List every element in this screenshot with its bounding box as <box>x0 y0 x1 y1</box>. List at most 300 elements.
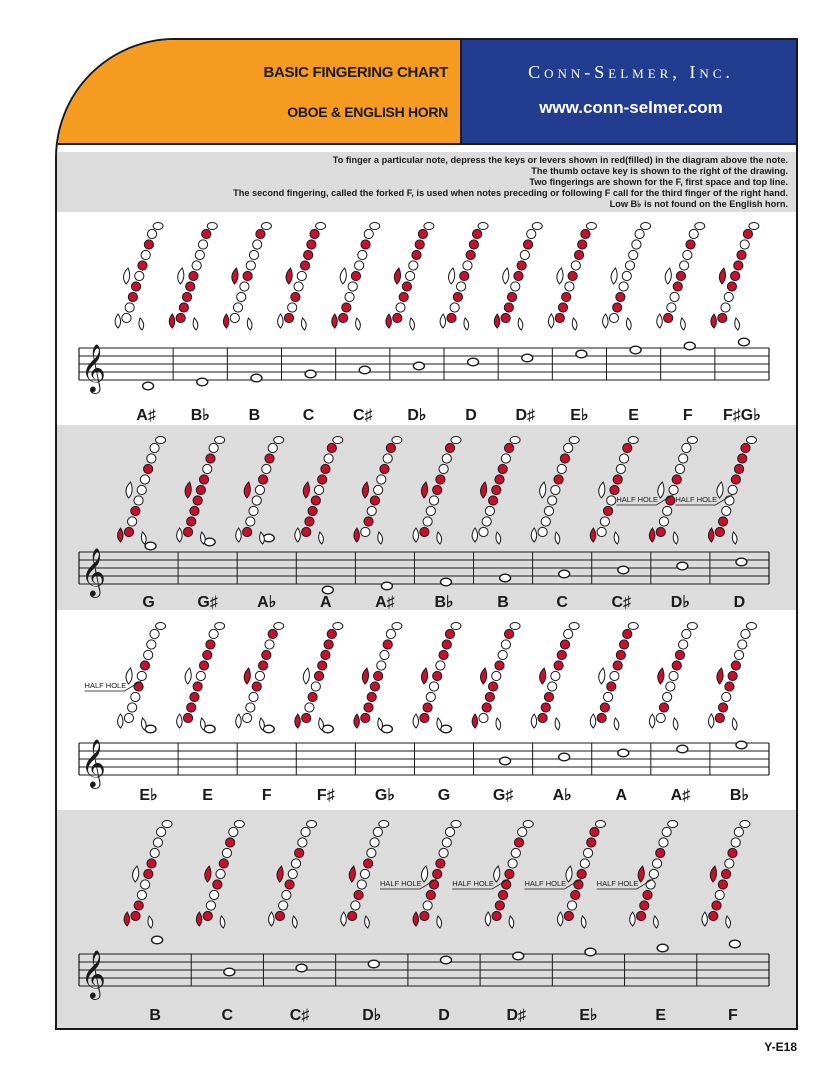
key-open <box>689 229 698 238</box>
key-pressed <box>361 713 370 722</box>
key-open <box>548 496 557 505</box>
side-lever <box>349 866 355 882</box>
key-pressed <box>728 848 737 857</box>
thumb-key <box>518 318 523 330</box>
key-pressed <box>728 671 737 680</box>
key-open <box>206 901 215 910</box>
octave-key <box>333 623 343 630</box>
side-lever <box>717 482 723 498</box>
key-open <box>740 240 749 249</box>
key-pressed <box>492 485 501 494</box>
note-label: A <box>320 594 332 611</box>
half-hole-label: HALF HOLE <box>380 879 422 888</box>
key-open <box>463 261 472 270</box>
key-pressed <box>268 629 277 638</box>
key-pressed <box>302 527 311 536</box>
key-pressed <box>314 671 323 680</box>
key-open <box>666 682 675 691</box>
fingering-chart-sheet <box>55 38 798 1030</box>
key-pressed <box>554 475 563 484</box>
note-label: A♯ <box>136 407 156 424</box>
note-label: D <box>438 1007 450 1024</box>
note-head <box>618 566 629 574</box>
pinky-key <box>708 714 714 728</box>
side-lever <box>421 482 427 498</box>
key-open <box>724 292 733 301</box>
key-open <box>124 713 133 722</box>
key-pressed <box>182 292 191 301</box>
octave-key <box>234 821 244 828</box>
key-open <box>249 692 258 701</box>
note-head <box>500 757 511 765</box>
key-pressed <box>370 496 379 505</box>
octave-key <box>628 623 638 630</box>
side-lever <box>232 268 238 284</box>
key-open <box>137 671 146 680</box>
note-label: A♯ <box>375 594 395 611</box>
pinky-key <box>386 314 392 328</box>
note-head <box>322 586 333 594</box>
key-open <box>380 650 389 659</box>
pinky-key <box>177 528 183 542</box>
octave-key <box>569 623 579 630</box>
note-label: C <box>302 407 315 424</box>
key-pressed <box>318 661 327 670</box>
half-hole-label: HALF HOLE <box>596 879 639 888</box>
key-pressed <box>574 880 583 889</box>
key-open <box>609 313 618 322</box>
key-pressed <box>731 475 740 484</box>
brand-name: Conn-Selmer, Inc. <box>528 62 734 82</box>
note-head <box>630 346 641 354</box>
key-open <box>567 901 576 910</box>
key-pressed <box>415 240 424 249</box>
side-lever <box>362 482 368 498</box>
key-open <box>565 282 574 291</box>
side-lever <box>133 866 139 882</box>
key-open <box>141 880 150 889</box>
octave-key <box>740 821 750 828</box>
key-open <box>198 240 207 249</box>
note-head <box>657 944 668 952</box>
key-pressed <box>718 313 727 322</box>
pinky-key <box>711 314 717 328</box>
pinky-key <box>649 528 655 542</box>
thumb-key <box>464 318 469 330</box>
key-pressed <box>219 859 228 868</box>
pinky-key <box>702 912 708 926</box>
key-open <box>301 827 310 836</box>
key-pressed <box>412 250 421 259</box>
note-head <box>263 534 274 542</box>
note-label: D <box>733 594 746 611</box>
key-pressed <box>623 629 632 638</box>
note-head <box>145 542 156 550</box>
key-pressed <box>176 313 185 322</box>
side-lever <box>658 668 664 684</box>
note-head <box>381 725 392 733</box>
note-label: F <box>727 1007 738 1024</box>
key-pressed <box>311 496 320 505</box>
key-open <box>262 464 271 473</box>
key-open <box>252 496 261 505</box>
key-pressed <box>418 229 427 238</box>
thumb-key <box>201 718 206 730</box>
thumb-key <box>139 318 144 330</box>
octave-key <box>695 223 705 230</box>
key-open <box>370 838 379 847</box>
key-pressed <box>737 250 746 259</box>
note-head <box>522 354 533 362</box>
side-lever <box>126 482 132 498</box>
key-pressed <box>305 517 314 526</box>
thumb-key <box>260 718 265 730</box>
key-pressed <box>321 650 330 659</box>
key-open <box>157 827 166 836</box>
key-pressed <box>259 661 268 670</box>
key-pressed <box>613 303 622 312</box>
note-head <box>500 574 511 582</box>
octave-key <box>379 821 389 828</box>
key-open <box>324 454 333 463</box>
key-open <box>125 303 134 312</box>
octave-key <box>156 437 166 444</box>
note-head <box>368 960 379 968</box>
key-pressed <box>554 661 563 670</box>
key-open <box>311 682 320 691</box>
pinky-key <box>236 528 242 542</box>
key-pressed <box>186 282 195 291</box>
key-open <box>501 454 510 463</box>
key-open <box>279 901 288 910</box>
note-label: A♭ <box>257 594 277 611</box>
key-pressed <box>262 650 271 659</box>
key-pressed <box>731 661 740 670</box>
octave-key <box>510 437 520 444</box>
key-pressed <box>147 859 156 868</box>
key-open <box>439 464 448 473</box>
key-pressed <box>324 640 333 649</box>
key-open <box>557 464 566 473</box>
key-open <box>364 229 373 238</box>
note-label: D <box>465 407 477 424</box>
note-label: F <box>682 407 693 424</box>
key-pressed <box>439 650 448 659</box>
note-head <box>381 582 392 590</box>
note-head <box>441 725 452 733</box>
key-pressed <box>367 692 376 701</box>
note-head <box>738 338 749 346</box>
key-open <box>607 496 616 505</box>
key-pressed <box>351 271 360 280</box>
key-pressed <box>364 517 373 526</box>
pinky-key <box>332 314 338 328</box>
key-pressed <box>348 911 357 920</box>
octave-key <box>274 437 284 444</box>
instruction-line: The thumb octave key is shown to the right of the drawing. <box>531 166 788 176</box>
pinky-key <box>590 528 596 542</box>
thumb-key <box>555 532 560 544</box>
pinky-key <box>440 314 446 328</box>
key-open <box>479 527 488 536</box>
key-pressed <box>603 506 612 515</box>
note-head <box>204 538 215 546</box>
note-head <box>263 725 274 733</box>
pinky-key <box>295 714 301 728</box>
key-open <box>439 848 448 857</box>
thumb-key <box>378 532 383 544</box>
key-pressed <box>393 313 402 322</box>
note-head <box>152 936 163 944</box>
key-pressed <box>436 859 445 868</box>
key-pressed <box>124 527 133 536</box>
thumb-key <box>201 532 206 544</box>
instruction-line: The second fingering, called the forked F, is used when notes preceding or following F call for the third finger of the right hand. <box>233 188 788 198</box>
note-head <box>441 956 452 964</box>
key-pressed <box>675 650 684 659</box>
key-pressed <box>472 229 481 238</box>
key-open <box>600 517 609 526</box>
key-open <box>147 454 156 463</box>
half-hole-label: HALF HOLE <box>524 879 567 888</box>
key-open <box>511 282 520 291</box>
key-open <box>520 250 529 259</box>
pinky-key <box>630 912 636 926</box>
key-pressed <box>505 869 514 878</box>
thumb-key <box>260 532 265 544</box>
key-open <box>249 506 258 515</box>
key-pressed <box>402 282 411 291</box>
key-pressed <box>514 271 523 280</box>
note-head <box>322 725 333 733</box>
key-open <box>662 827 671 836</box>
side-lever <box>362 668 368 684</box>
key-pressed <box>420 713 429 722</box>
side-lever <box>394 268 400 284</box>
octave-key <box>162 821 172 828</box>
key-open <box>122 313 131 322</box>
key-open <box>195 250 204 259</box>
key-pressed <box>445 443 454 452</box>
octave-key <box>641 223 651 230</box>
octave-key <box>307 821 317 828</box>
key-pressed <box>445 629 454 638</box>
key-open <box>659 838 668 847</box>
key-pressed <box>514 838 523 847</box>
key-open <box>128 517 137 526</box>
key-open <box>492 671 501 680</box>
pinky-key <box>115 314 121 328</box>
side-lever <box>205 866 211 882</box>
key-pressed <box>327 443 336 452</box>
key-pressed <box>498 890 507 899</box>
key-open <box>360 869 369 878</box>
key-open <box>722 506 731 515</box>
key-pressed <box>308 692 317 701</box>
thumb-key <box>681 318 686 330</box>
note-head <box>559 753 570 761</box>
octave-key <box>370 223 380 230</box>
octave-key <box>215 623 225 630</box>
key-open <box>656 713 665 722</box>
note-head <box>296 964 307 972</box>
key-open <box>135 271 144 280</box>
note-label: D♭ <box>670 594 690 611</box>
key-open <box>150 629 159 638</box>
octave-key <box>687 437 697 444</box>
key-pressed <box>429 880 438 889</box>
key-pressed <box>383 640 392 649</box>
key-open <box>721 303 730 312</box>
key-open <box>652 859 661 868</box>
key-pressed <box>226 838 235 847</box>
pinky-key <box>472 714 478 728</box>
key-pressed <box>597 713 606 722</box>
key-pressed <box>447 313 456 322</box>
key-pressed <box>433 869 442 878</box>
key-open <box>131 692 140 701</box>
thumb-key <box>247 318 252 330</box>
key-open <box>374 485 383 494</box>
instruction-line: Two fingerings are shown for the F, first space and top line. <box>529 177 788 187</box>
key-pressed <box>571 890 580 899</box>
key-pressed <box>310 229 319 238</box>
key-pressed <box>555 313 564 322</box>
brand-url[interactable]: www.conn-selmer.com <box>539 98 723 117</box>
key-open <box>538 527 547 536</box>
key-open <box>137 485 146 494</box>
key-open <box>355 261 364 270</box>
key-open <box>669 671 678 680</box>
key-pressed <box>734 464 743 473</box>
key-open <box>649 869 658 878</box>
key-pressed <box>712 901 721 910</box>
key-open <box>358 250 367 259</box>
key-open <box>203 464 212 473</box>
pinky-key <box>354 528 360 542</box>
side-lever <box>599 482 605 498</box>
pinky-key <box>531 528 537 542</box>
key-pressed <box>718 703 727 712</box>
key-pressed <box>659 703 668 712</box>
key-pressed <box>564 911 573 920</box>
key-pressed <box>202 229 211 238</box>
key-open <box>429 682 438 691</box>
key-pressed <box>284 313 293 322</box>
key-pressed <box>488 496 497 505</box>
key-pressed <box>183 713 192 722</box>
key-open <box>253 240 262 249</box>
key-open <box>683 250 692 259</box>
side-lever <box>185 482 191 498</box>
octave-key <box>586 223 596 230</box>
key-pressed <box>256 229 265 238</box>
thumb-key <box>673 532 678 544</box>
pinky-key <box>354 714 360 728</box>
key-pressed <box>715 527 724 536</box>
key-pressed <box>203 650 212 659</box>
thumb-key <box>365 916 370 928</box>
key-open <box>646 880 655 889</box>
key-open <box>196 671 205 680</box>
key-open <box>243 713 252 722</box>
key-pressed <box>318 475 327 484</box>
key-open <box>450 303 459 312</box>
key-open <box>383 454 392 463</box>
key-open <box>619 454 628 463</box>
key-open <box>209 629 218 638</box>
note-head <box>305 370 316 378</box>
key-pressed <box>501 313 510 322</box>
key-open <box>298 838 307 847</box>
note-label: A♭ <box>552 787 572 804</box>
key-open <box>482 517 491 526</box>
key-open <box>240 282 249 291</box>
key-open <box>229 827 238 836</box>
key-pressed <box>560 640 569 649</box>
key-pressed <box>307 240 316 249</box>
octave-key <box>316 223 326 230</box>
key-pressed <box>619 640 628 649</box>
octave-key <box>478 223 488 230</box>
key-pressed <box>734 261 743 270</box>
octave-key <box>510 623 520 630</box>
key-open <box>351 901 360 910</box>
side-lever <box>421 866 427 882</box>
note-label: C <box>221 1007 234 1024</box>
key-open <box>622 271 631 280</box>
key-pressed <box>399 292 408 301</box>
key-open <box>297 271 306 280</box>
note-label: G♭ <box>374 787 395 804</box>
key-open <box>738 640 747 649</box>
octave-key <box>207 223 217 230</box>
pinky-key <box>485 912 491 926</box>
key-pressed <box>259 475 268 484</box>
thumb-key <box>732 532 737 544</box>
pinky-key <box>177 714 183 728</box>
side-lever <box>277 866 283 882</box>
key-pressed <box>640 901 649 910</box>
key-pressed <box>364 859 373 868</box>
key-pressed <box>304 250 313 259</box>
key-pressed <box>610 485 619 494</box>
pinky-key <box>278 314 284 328</box>
side-lever <box>449 268 455 284</box>
thumb-key <box>410 318 415 330</box>
thumb-key <box>555 718 560 730</box>
note-head <box>143 382 154 390</box>
side-lever <box>185 668 191 684</box>
note-label: E♭ <box>579 1007 598 1024</box>
key-open <box>210 890 219 899</box>
key-open <box>728 485 737 494</box>
key-pressed <box>131 911 140 920</box>
side-lever <box>421 668 427 684</box>
key-open <box>682 629 691 638</box>
key-open <box>583 848 592 857</box>
chart-title: BASIC FINGERING CHART <box>263 64 448 81</box>
key-open <box>396 303 405 312</box>
key-pressed <box>193 682 202 691</box>
note-head <box>729 940 740 948</box>
key-open <box>409 261 418 270</box>
note-head <box>684 342 695 350</box>
key-open <box>255 485 264 494</box>
key-pressed <box>557 650 566 659</box>
key-open <box>541 517 550 526</box>
key-pressed <box>578 240 587 249</box>
